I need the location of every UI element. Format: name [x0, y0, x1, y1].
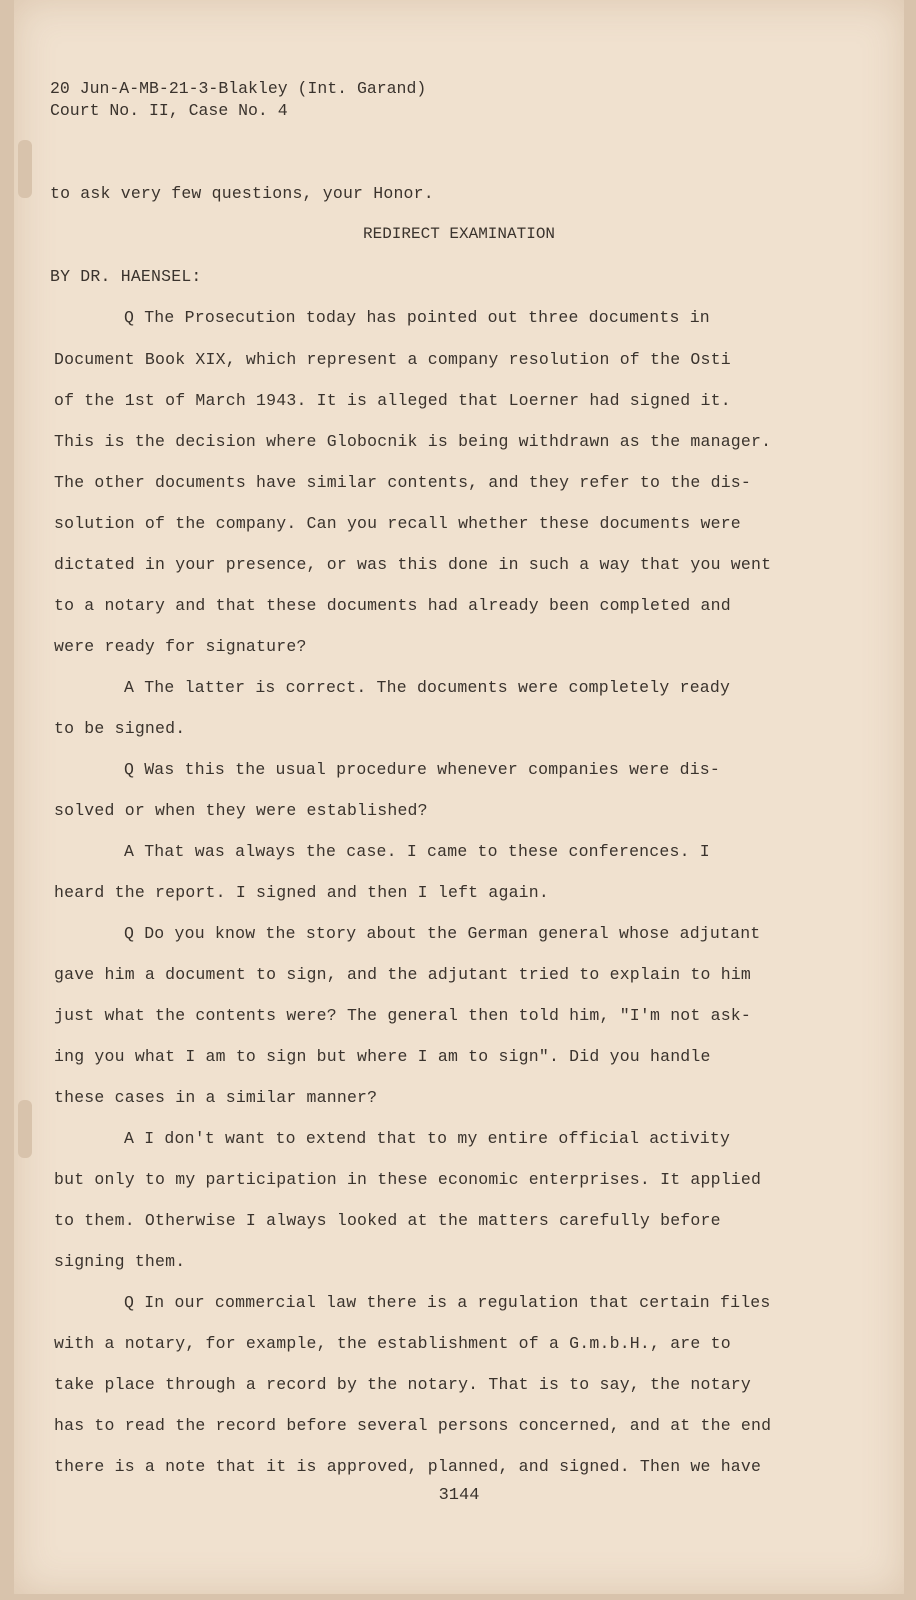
- transcript-line: dictated in your presence, or was this done in such a way that you went: [54, 555, 772, 574]
- transcript-line: solved or when they were established?: [54, 801, 428, 820]
- transcript-line: Q Was this the usual procedure whenever companies were dis-: [124, 760, 720, 779]
- transcript-line: there is a note that it is approved, planned, and signed. Then we have: [54, 1457, 762, 1476]
- page-number: 3144: [438, 1486, 480, 1505]
- transcript-line: The other documents have similar contents, and they refer to the dis-: [54, 473, 752, 492]
- transcript-line: to be signed.: [54, 719, 186, 738]
- transcript-line: ing you what I am to sign but where I am to sign". Did you handle: [54, 1047, 711, 1066]
- transcript-line: Q In our commercial law there is a regulation that certain files: [124, 1293, 771, 1312]
- transcript-line: with a notary, for example, the establishment of a G.m.b.H., are to: [54, 1334, 731, 1353]
- section-title: REDIRECT EXAMINATION: [362, 225, 556, 243]
- header-line-2: Court No. II, Case No. 4: [50, 101, 288, 120]
- transcript-line: Document Book XIX, which represent a company resolution of the Osti: [54, 350, 731, 369]
- transcript-line: but only to my participation in these economic enterprises. It applied: [54, 1170, 762, 1189]
- transcript-line: has to read the record before several persons concerned, and at the end: [54, 1416, 772, 1435]
- transcript-line: these cases in a similar manner?: [54, 1088, 378, 1107]
- transcript-line: solution of the company. Can you recall whether these documents were: [54, 514, 741, 533]
- transcript-line: were ready for signature?: [54, 637, 307, 656]
- punch-hole: [18, 1100, 32, 1158]
- header-line-1: 20 Jun-A-MB-21-3-Blakley (Int. Garand): [50, 79, 427, 98]
- transcript-line: take place through a record by the notary. That is to say, the notary: [54, 1375, 752, 1394]
- examiner-label: BY DR. HAENSEL:: [50, 267, 202, 286]
- transcript-line: Q Do you know the story about the German general whose adjutant: [124, 924, 761, 943]
- transcript-line: to a notary and that these documents had already been completed and: [54, 596, 731, 615]
- transcript-line: heard the report. I signed and then I left again.: [54, 883, 549, 902]
- transcript-line: A I don't want to extend that to my entire official activity: [124, 1129, 731, 1148]
- document-page: [14, 0, 904, 1594]
- document-header: [50, 78, 426, 122]
- transcript-line: Q The Prosecution today has pointed out three documents in: [124, 308, 710, 327]
- transcript-line: just what the contents were? The general then told him, "I'm not ask-: [54, 1006, 752, 1025]
- intro-line: to ask very few questions, your Honor.: [50, 184, 434, 203]
- transcript-line: A That was always the case. I came to these conferences. I: [124, 842, 710, 861]
- transcript-line: to them. Otherwise I always looked at the matters carefully before: [54, 1211, 721, 1230]
- transcript-line: This is the decision where Globocnik is being withdrawn as the manager.: [54, 432, 772, 451]
- transcript-line: signing them.: [54, 1252, 186, 1271]
- punch-hole: [18, 140, 32, 198]
- transcript-line: A The latter is correct. The documents were completely ready: [124, 678, 731, 697]
- transcript-line: gave him a document to sign, and the adjutant tried to explain to him: [54, 965, 752, 984]
- transcript-line: of the 1st of March 1943. It is alleged that Loerner had signed it.: [54, 391, 731, 410]
